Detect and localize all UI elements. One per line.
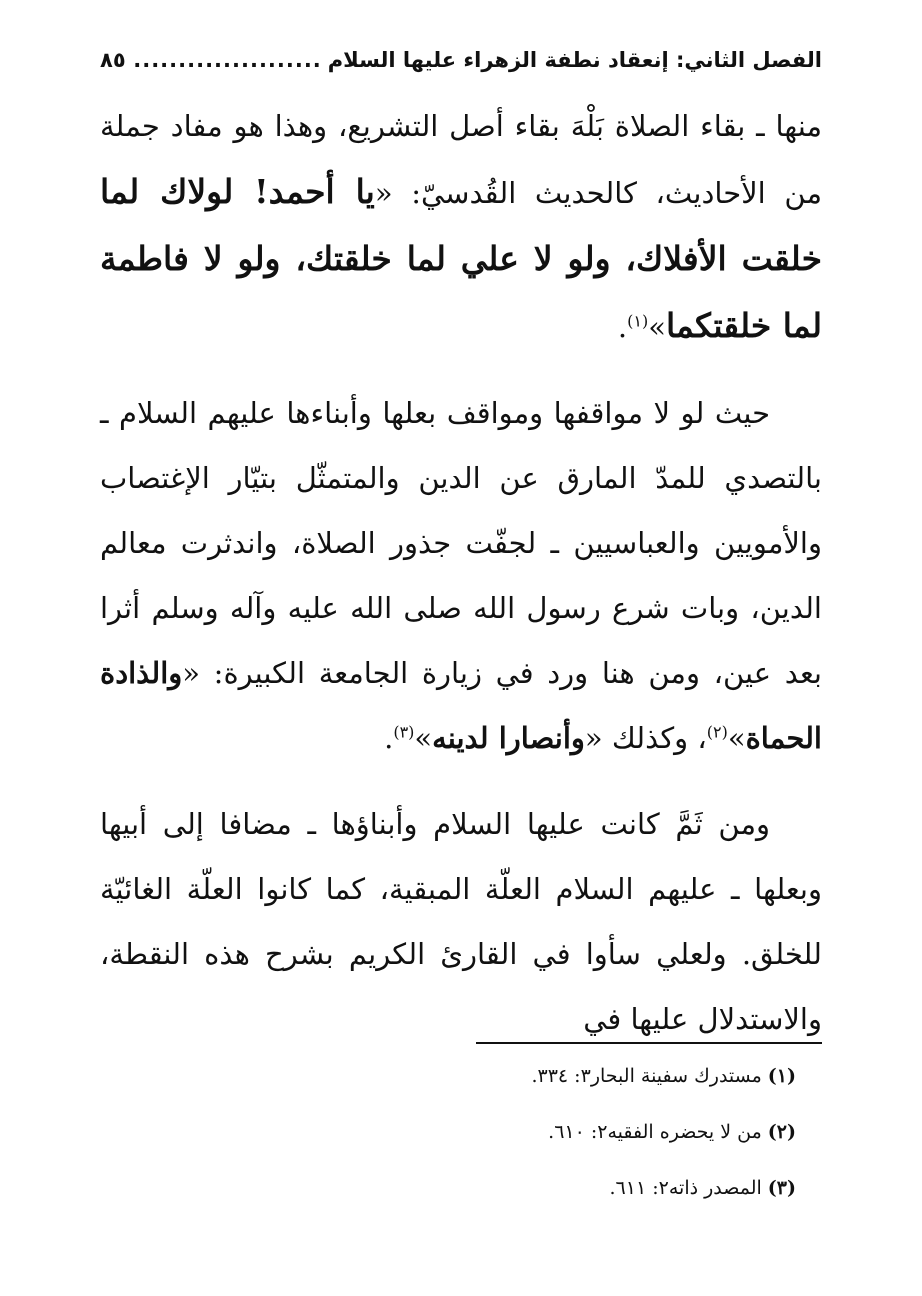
footnote-number: (٣)	[767, 1177, 796, 1199]
footnote-text: مستدرك سفينة البحار٣: ٣٣٤.	[531, 1065, 762, 1087]
main-text	[100, 94, 822, 1052]
footnote-ref-2[interactable]: (٢)	[706, 722, 728, 742]
footnote-number: (١)	[767, 1065, 796, 1087]
footnotes	[100, 1062, 822, 1202]
period: .	[384, 721, 394, 755]
closing-quote-mark: »	[727, 721, 746, 755]
paragraph-2-connector: ، وكذلك «	[584, 721, 707, 755]
paragraph-2	[100, 381, 822, 771]
paragraph-1-text: منها ـ بقاء الصلاة بَلْهَ بقاء أصل التشريع، وهذا هو مفاد جملة من الأحاديث، كالحديث القُدسيّ: «	[100, 109, 822, 210]
footnote-text: المصدر ذاته٢: ٦١١.	[609, 1177, 762, 1199]
ziyara-quote-2: وأنصارا لدينه	[432, 721, 585, 755]
hadith-quote: يا أحمد! لولاك لما خلقت الأفلاك، ولو لا علي لما خلقتك، ولو لا فاطمة لما خلقتكما	[100, 172, 823, 345]
running-header	[100, 40, 822, 80]
footnote-2	[100, 1118, 822, 1146]
chapter-title: الفصل الثاني: إنعقاد نطفة الزهراء عليها السلام	[327, 48, 822, 72]
footnote-ref-3[interactable]: (٣)	[393, 722, 415, 742]
header-leader-dots	[132, 48, 322, 72]
footnote-separator	[476, 1042, 822, 1044]
paragraph-2-text: حيث لو لا مواقفها ومواقف بعلها وأبناءها عليهم السلام ـ بالتصدي للمدّ المارق عن الدين والمتمثّل بتيّار الإغتصاب والأمويين والعباسيين ـ لجفّت جذور الصلاة، واندثرت معالم الدين، وبات شرع رسول الله صلى الله عليه وآله وسلم أثرا بعد عين، ومن هنا ورد في زيارة الجامعة الكبيرة: «	[100, 396, 822, 690]
ziyara-quote-1: والذادة الحماة	[100, 656, 822, 755]
footnote-1	[100, 1062, 822, 1090]
closing-quote-mark: »	[648, 310, 666, 344]
footnote-text: من لا يحضره الفقيه٢: ٦١٠.	[548, 1121, 762, 1143]
footnote-number: (٢)	[767, 1121, 796, 1143]
footnote-ref-1[interactable]: (١)	[627, 311, 649, 331]
footnote-3	[100, 1174, 822, 1202]
period: .	[617, 310, 628, 344]
closing-quote-mark: »	[414, 721, 433, 755]
page-number: ٨٥	[100, 48, 126, 72]
paragraph-1	[100, 94, 822, 360]
paragraph-3: ومن ثَمَّ كانت عليها السلام وأبناؤها ـ مضافا إلى أبيها وبعلها ـ عليهم السلام العلّة المبقية، كما كانوا العلّة الغائيّة للخلق. ولعلي سأوا في القارئ الكريم بشرح هذه النقطة، والاستدلال عليها في	[100, 807, 822, 1036]
